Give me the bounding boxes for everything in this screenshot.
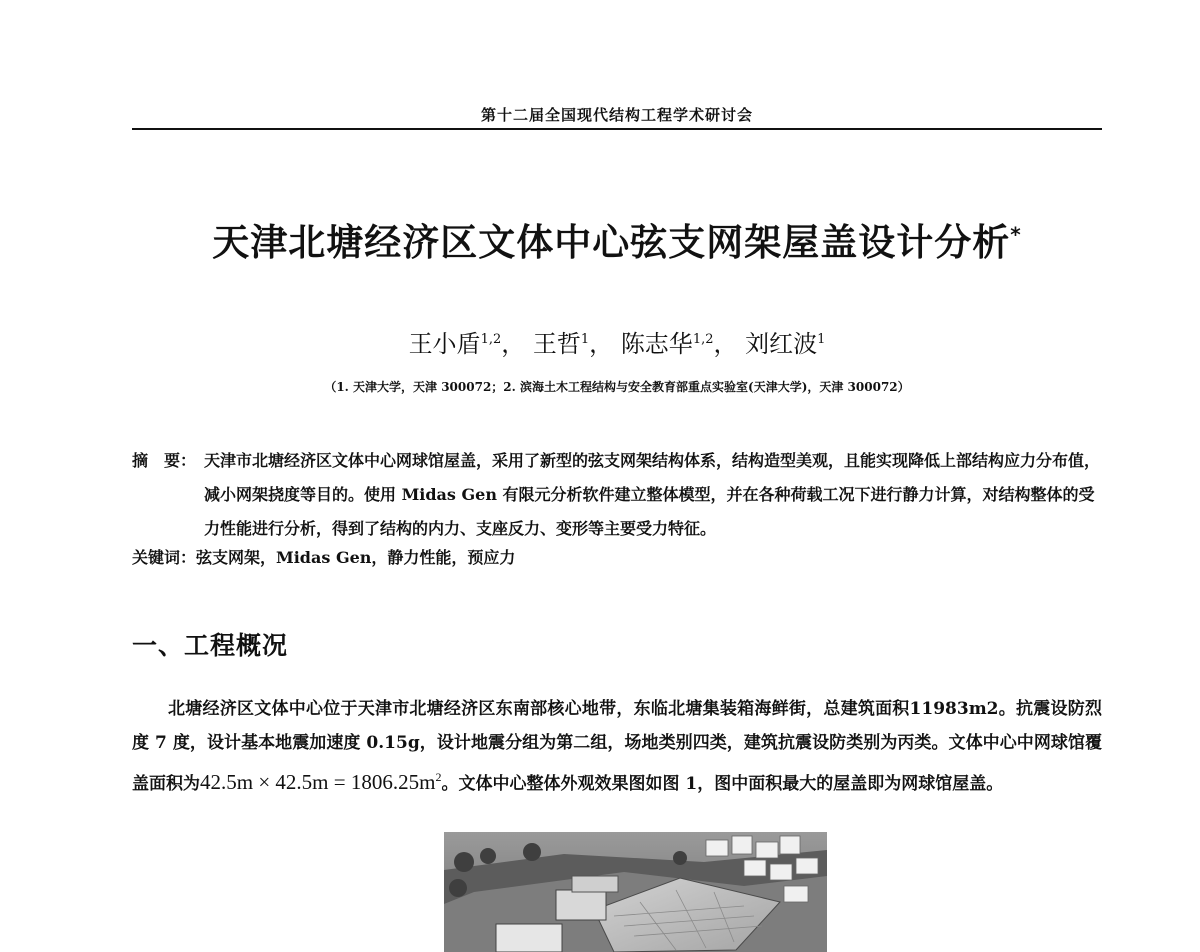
author-2-name: 王哲 bbox=[532, 330, 581, 358]
rendering-building-left-2 bbox=[556, 890, 606, 920]
author-4-affiliation-mark: 1 bbox=[817, 332, 826, 347]
author-separator: ， bbox=[589, 330, 614, 358]
keywords-text: 弦支网架，Midas Gen，静力性能，预应力 bbox=[196, 548, 516, 567]
area-formula-main: 42.5m × 42.5m = 1806.25m bbox=[200, 770, 436, 794]
affiliation-line: （1. 天津大学，天津 300072；2. 滨海土木工程结构与安全教育部重点实验室(天津大学)，天津 300072） bbox=[324, 380, 910, 394]
author-3-name: 陈志华 bbox=[620, 330, 693, 358]
abstract-text: 天津市北塘经济区文体中心网球馆屋盖，采用了新型的弦支网架结构体系，结构造型美观，且能实现降低上部结构应力分布值，减小网架挠度等目的。使用 Midas Gen 有限元分析软件建立整体模型，并在各种荷载工况下进行静力计算，对结构整体的受力性能进行分析，得到了结构的内力、支座反力、变形等主要受力特征。 bbox=[204, 451, 1101, 538]
abstract-label: 摘 要： bbox=[132, 451, 197, 470]
author-list bbox=[132, 324, 1102, 359]
title-footnote-mark: * bbox=[1010, 222, 1022, 247]
keywords-label: 关键词： bbox=[132, 548, 197, 567]
paper-title-text: 天津北塘经济区文体中心弦支网架屋盖设计分析 bbox=[212, 221, 1011, 264]
author-4-name: 刘红波 bbox=[745, 330, 818, 358]
area-formula bbox=[200, 770, 441, 794]
paper-title bbox=[132, 212, 1102, 266]
author-1-affiliation-mark: 1,2 bbox=[480, 332, 502, 347]
paragraph-text-before: 北塘经济区文体中心位于天津市北塘经济区东南部核心地带，东临北塘集装箱海鲜街，总建筑面积11983m2。抗震设防烈度 7 度，设计基本地震加速度 0.15g，设计地震分组为第二组，场地类别四类，建筑抗震设防类别为丙类。文体中心中网球馆覆盖面积为 bbox=[132, 699, 1102, 794]
author-2-affiliation-mark: 1 bbox=[580, 332, 590, 347]
abstract-row bbox=[132, 444, 1102, 546]
body-paragraph bbox=[132, 692, 1102, 801]
rendering-building-left bbox=[496, 924, 562, 952]
author-1-name: 王小盾 bbox=[408, 330, 481, 358]
abstract-block bbox=[132, 444, 1102, 546]
running-header: 第十二届全国现代结构工程学术研讨会 bbox=[480, 106, 753, 124]
area-formula-exponent: 2 bbox=[435, 770, 442, 784]
section-heading: 一、工程概况 bbox=[132, 631, 289, 660]
paragraph-text-after: 。文体中心整体外观效果图如图 1，图中面积最大的屋盖即为网球馆屋盖。 bbox=[441, 774, 1004, 794]
keywords-line bbox=[132, 545, 1102, 568]
architectural-rendering-image bbox=[444, 832, 827, 952]
rendering-building-top bbox=[572, 876, 618, 892]
author-separator: ， bbox=[501, 330, 526, 358]
author-separator: ， bbox=[713, 330, 738, 358]
author-3-affiliation-mark: 1,2 bbox=[692, 332, 714, 347]
header-rule bbox=[132, 128, 1102, 130]
figure-1-rendering bbox=[444, 832, 827, 952]
